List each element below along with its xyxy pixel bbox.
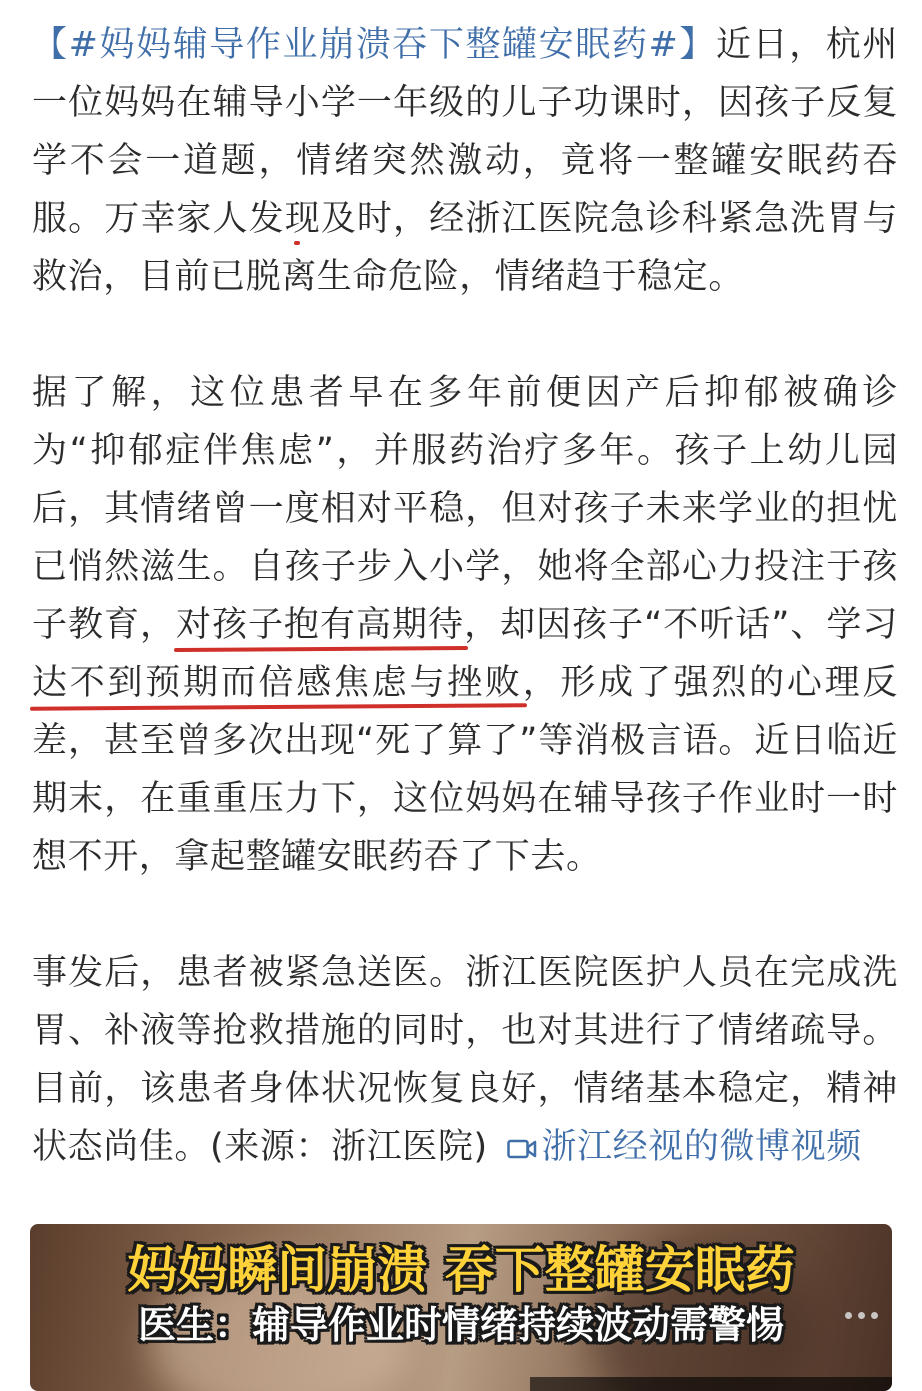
paragraph-text: 近日，杭州一位妈妈在辅导小学一年级的儿子功课时，因孩子反复学不会一道题， <box>32 25 898 181</box>
underlined-text: 对孩子抱有高期待 <box>176 605 465 645</box>
paragraph-1 <box>32 16 898 306</box>
hashtag-topic-link[interactable]: 【#妈妈辅导作业崩溃吞下整罐安眠药#】 <box>32 25 716 65</box>
video-caption-title: 妈妈瞬间崩溃 吞下整罐安眠药 <box>127 1241 795 1299</box>
paragraph-text: 据了解，这位患者早在多年前便因产后抑郁被确诊为“抑郁症伴焦虑”，并服药治疗多年。孩子上幼儿园后，其情绪曾一度相对平稳，但对孩子未来学业的担忧已悄然滋生。自孩子步入小学，她将全部心力投注于孩子教育， <box>32 373 898 645</box>
paragraph-text: 事发后，患者被紧急送医。浙江医院医护人员在完成洗胃、补液等抢救措施的同时，也对其进行了情绪疏导。目前，该患者身体状况恢复良好，情绪基本稳定，精神状态尚佳。(来源：浙江医院) <box>32 953 898 1167</box>
video-caption-subtitle: 医生：辅导作业时情绪持续波动需警惕 <box>137 1303 784 1347</box>
paragraph-2 <box>32 364 898 886</box>
post-body <box>32 16 898 1176</box>
video-source-link[interactable]: 浙江经视的微博视频 <box>541 1127 862 1167</box>
underlined-text: 情绪突然激动，竟将一整罐安眠药吞服 <box>32 141 898 239</box>
video-icon <box>507 1138 537 1160</box>
paragraph-text: 。万幸家人发现及时，经浙江医院急诊科紧急洗胃与救治，目前已脱离生命危险，情绪趋于稳定。 <box>32 199 898 297</box>
video-bottom-caption-bar <box>530 1377 892 1391</box>
paragraph-text: ，形成了强烈的心理反差，甚至曾多次出现“死了算了”等消极言语。近日临近期末，在重重压力下，这位妈妈在辅导孩子作业时一时想不开，拿起整罐安眠药吞了下去。 <box>32 663 898 877</box>
video-thumbnail[interactable] <box>30 1224 892 1391</box>
more-dots-icon <box>845 1312 878 1319</box>
paragraph-text: ，却因孩子“不听话”、学习 <box>464 605 898 645</box>
underlined-text: 达不到预期而倍感焦虑与挫败 <box>32 663 523 703</box>
paragraph-3 <box>32 944 898 1176</box>
